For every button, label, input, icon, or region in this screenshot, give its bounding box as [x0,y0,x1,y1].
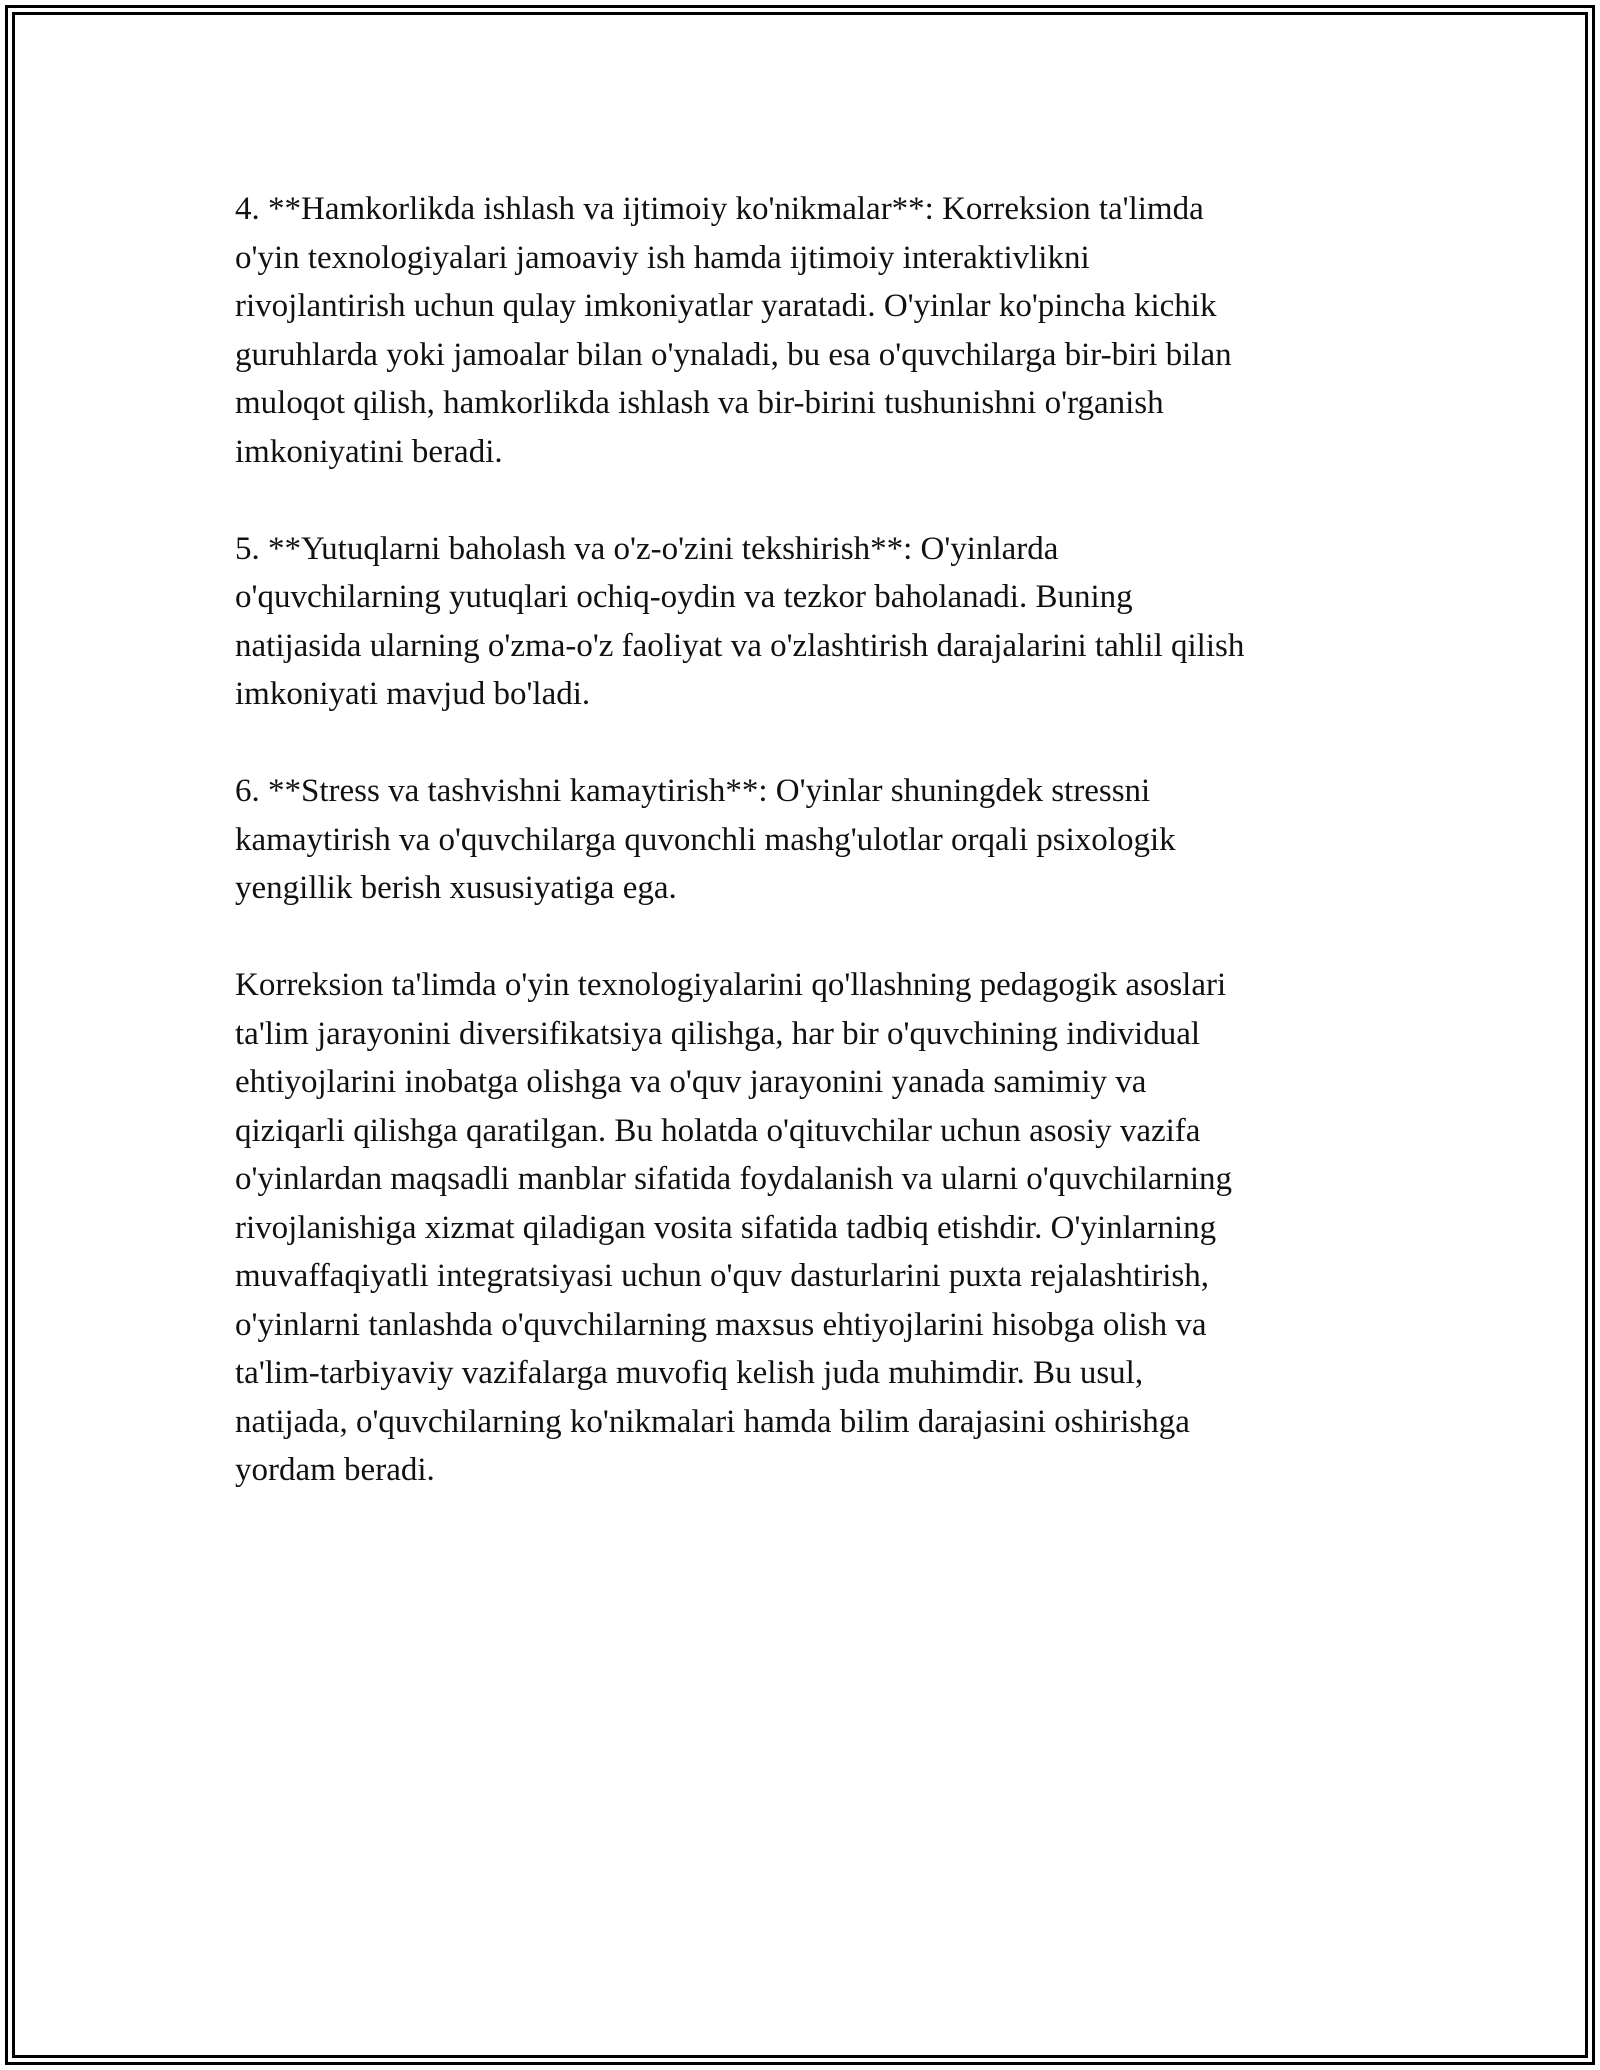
paragraph-conclusion: Korreksion ta'limda o'yin texnologiyalarini qo'llashning pedagogik asoslari ta'lim jarayonini diversifikatsiya qilishga, har bir o'quvchining individual ehtiyojlarini inobatga olishga va o'quv jarayonini yanada samimiy va qiziqarli qilishga qaratilgan. Bu holatda o'qituvchilar uchun asosiy vazifa o'yinlardan maqsadli manblar sifatida foydalanish va ularni o'quvchilarning rivojlanishiga xizmat qiladigan vosita sifatida tadbiq etishdir. O'yinlarning muvaffaqiyatli integratsiyasi uchun o'quv dasturlarini puxta rejalashtirish, o'yinlarni tanlashda o'quvchilarning maxsus ehtiyojlarini hisobga olish va ta'lim-tarbiyaviy vazifalarga muvofiq kelish juda muhimdir. Bu usul, natijada, o'quvchilarning ko'nikmalari hamda bilim darajasini oshirishga yordam beradi. [235,967,1233,1488]
document-body [235,185,1375,1543]
paragraph-stress-reduction: 6. **Stress va tashvishni kamaytirish**: O'yinlar shuningdek stressni kamaytirish va o'quvchilarga quvonchli mashg'ulotlar orqali psixologik yengillik berish xususiyatiga ega. [235,773,1176,906]
paragraph-achievement-assessment: 5. **Yutuqlarni baholash va o'z-o'zini tekshirish**: O'yinlarda o'quvchilarning yutuqlari ochiq-oydin va tezkor baholanadi. Buning natijasida ularning o'zma-o'z faoliyat va o'zlashtirish darajalarini tahlil qilish imkoniyati mavjud bo'ladi. [235,530,1245,712]
paragraph-collaboration-social-skills: 4. **Hamkorlikda ishlash va ijtimoiy ko'nikmalar**: Korreksion ta'limda o'yin texnologiyalari jamoaviy ish hamda ijtimoiy interaktivlikni rivojlantirish uchun qulay imkoniyatlar yaratadi. O'yinlar ko'pincha kichik guruhlarda yoki jamoalar bilan o'ynaladi, bu esa o'quvchilarga bir-biri bilan muloqot qilish, hamkorlikda ishlash va bir-birini tushunishni o'rganish imkoniyatini beradi. [235,191,1232,470]
